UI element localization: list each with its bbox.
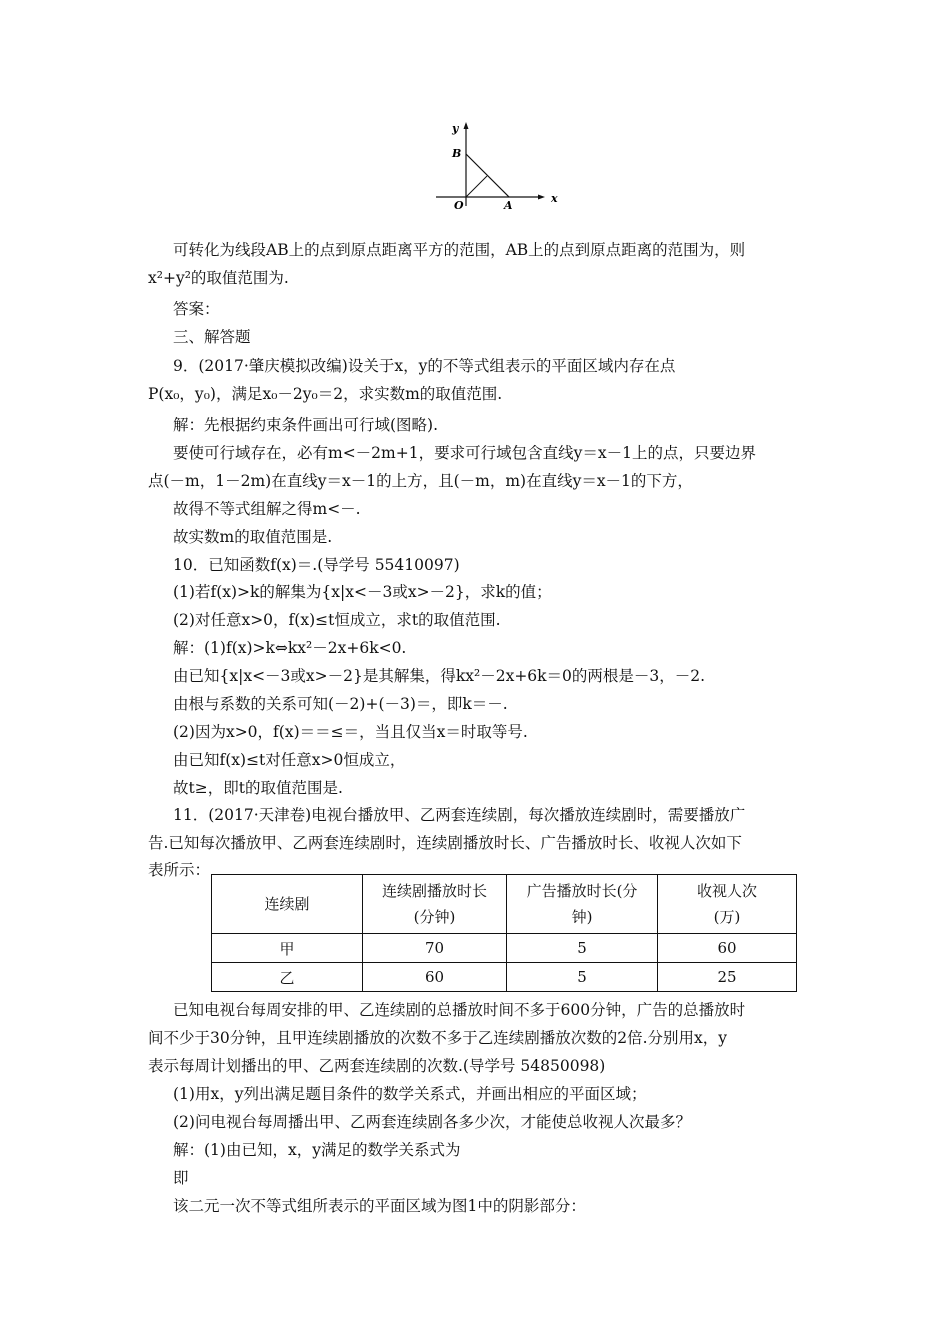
- point-o-label: O: [454, 199, 464, 212]
- point-b-label: B: [452, 147, 462, 160]
- solution-11: 该二元一次不等式组所表示的平面区域为图1中的阴影部分：: [173, 1197, 586, 1215]
- point-a-label: A: [504, 199, 513, 212]
- table-cell: 甲: [212, 934, 363, 963]
- answer-label: 答案：: [173, 300, 220, 318]
- table-cell: 70: [363, 934, 507, 963]
- coordinate-figure: [432, 120, 562, 215]
- table-header-row: [212, 875, 797, 934]
- table-header-cell: 广告播放时长(分 钟): [507, 875, 658, 934]
- question-9: 9．(2017·肇庆模拟改编)设关于x，y的不等式组表示的平面区域内存在点: [173, 357, 676, 375]
- solution-10: 由已知f(x)≤t对任意x>0恒成立，: [173, 751, 406, 769]
- section-heading: 三、解答题: [173, 328, 251, 346]
- question-10: 10．已知函数f(x)＝.(导学号 55410097): [173, 556, 460, 574]
- question-11: 11．(2017·天津卷)电视台播放甲、乙两套连续剧，每次播放连续剧时，需要播放广: [173, 806, 746, 824]
- table-cell: 乙: [212, 963, 363, 992]
- text-line: x²+y²的取值范围为.: [148, 269, 289, 287]
- solution-9: 故得不等式组解之得m<－.: [173, 500, 361, 518]
- solution-9: 解：先根据约束条件画出可行域(图略).: [173, 416, 439, 434]
- question-11-part: (2)问电视台每周播出甲、乙两套连续剧各多少次，才能使总收视人次最多？: [173, 1113, 691, 1131]
- question-11-part: (1)用x，y列出满足题目条件的数学关系式，并画出相应的平面区域；: [173, 1085, 647, 1103]
- table-header-cell: 收视人次 (万): [658, 875, 797, 934]
- table-cell: 5: [507, 963, 658, 992]
- solution-10: 由根与系数的关系可知(－2)+(－3)＝，即k＝－.: [173, 695, 508, 713]
- table-header-cell: 连续剧播放时长 (分钟): [363, 875, 507, 934]
- solution-9: 故实数m的取值范围是.: [173, 528, 333, 546]
- table-cell: 60: [658, 934, 797, 963]
- solution-11: 即: [173, 1169, 189, 1187]
- table-cell: 60: [363, 963, 507, 992]
- solution-10: 解：(1)f(x)>k⇔kx²－2x+6k<0.: [173, 639, 407, 657]
- table-cell: 25: [658, 963, 797, 992]
- table-row: [212, 934, 797, 963]
- question-11: 表所示：: [148, 861, 211, 879]
- solution-10: 由已知{x|x<－3或x>－2}是其解集，得kx²－2x+6k＝0的两根是－3，－2.: [173, 667, 706, 685]
- solution-10: 故t≥，即t的取值范围是.: [173, 779, 343, 797]
- solution-11: 解：(1)由已知，x，y满足的数学关系式为: [173, 1141, 461, 1159]
- solution-9: 点(－m，1－2m)在直线y＝x－1的上方，且(－m，m)在直线y＝x－1的下方，: [148, 472, 693, 490]
- table-header-cell: 连续剧: [212, 875, 363, 934]
- y-axis-label: y: [452, 122, 459, 135]
- text-line: 可转化为线段AB上的点到原点距离平方的范围，AB上的点到原点距离的范围为，则: [173, 241, 746, 259]
- x-axis-label: x: [551, 192, 558, 205]
- table-cell: 5: [507, 934, 658, 963]
- solution-9: 要使可行域存在，必有m<－2m+1，要求可行域包含直线y＝x－1上的点，只要边界: [173, 444, 756, 462]
- question-10: (2)对任意x>0，f(x)≤t恒成立，求t的取值范围.: [173, 611, 501, 629]
- question-10: (1)若f(x)>k的解集为{x|x<－3或x>－2}，求k的值；: [173, 583, 552, 601]
- question-11: 告.已知每次播放甲、乙两套连续剧时，连续剧播放时长、广告播放时长、收视人次如下: [148, 834, 742, 852]
- problem-11-text: 已知电视台每周安排的甲、乙连续剧的总播放时间不多于600分钟，广告的总播放时: [173, 1001, 746, 1019]
- problem-11-text: 间不少于30分钟，且甲连续剧播放的次数不多于乙连续剧播放次数的2倍.分别用x，y: [148, 1029, 728, 1047]
- table-row: [212, 963, 797, 992]
- problem-11-text: 表示每周计划播出的甲、乙两套连续剧的次数.(导学号 54850098): [148, 1057, 606, 1075]
- solution-10: (2)因为x>0，f(x)＝＝≤＝，当且仅当x＝时取等号.: [173, 723, 528, 741]
- question-9: P(x₀，y₀)，满足x₀－2y₀＝2，求实数m的取值范围.: [148, 385, 503, 403]
- broadcast-table: [211, 874, 797, 992]
- perpendicular-segment: [466, 176, 487, 197]
